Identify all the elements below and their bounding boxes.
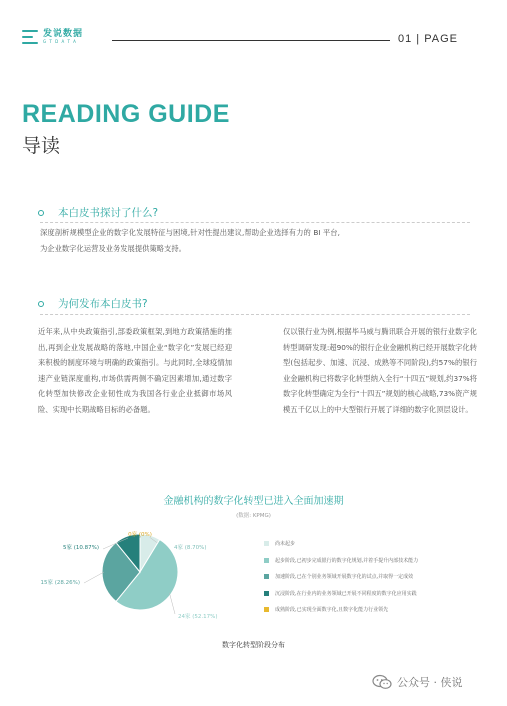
pie-slice-label: 15家 (28.26%) [40, 580, 80, 586]
page-title-cn: 导读 [22, 135, 61, 157]
pie-leader-line [169, 593, 175, 614]
legend-label: 成熟阶段,已实现全面数字化,且数字化能力行业领先 [275, 607, 389, 613]
legend-label: 起步阶段,已初步完成银行的数字化规划,并着手提升内部技术能力 [275, 557, 419, 564]
pie-slice-label: 5家 (10.87%) [62, 545, 99, 551]
legend-swatch [264, 607, 269, 612]
section-paragraph: 深度剖析规模型企业的数字化发展特征与困境,针对性提出建议,帮助企业选择有力的 BI 平台,为企业数字化运营及业务发展提供策略支持。 [40, 228, 340, 253]
legend-item [264, 590, 417, 597]
logo-subtitle: G T D A T A [43, 39, 77, 44]
legend-item [264, 557, 418, 564]
legend-label: 沉浸阶段,在行业内的业务领域已开展不同程度的数字化应用实践 [275, 590, 417, 597]
paragraph-left-column: 近年来,从中央政策指引,部委政策框架,到地方政策措施的推出,再到企业发展战略的落地,中国企业“数字化”发展已经迎来积极的制度环境与明确的政策指引。与此同时,全球疫情加速产业链深度重构,市场供需两侧不确定因素增加,通过数字化转型加快修改企业韧性成为我国各行业企业抵御市场风险、实现中长期战略目标的必备题。 [38, 327, 232, 414]
page-number: 01 | PAGE [398, 33, 458, 45]
legend-label: 尚未起步 [275, 541, 296, 547]
logo-name: 发说数据 [43, 29, 84, 39]
pie-slice-label: 24家 (52.17%) [178, 614, 218, 620]
chart-caption: 数字化转型阶段分布 [222, 641, 285, 649]
section-heading-text: 为何发布本白皮书? [58, 298, 148, 310]
section-heading-text: 本白皮书探讨了什么? [58, 207, 159, 219]
watermark-text: 公众号 · 侠说 [397, 676, 463, 689]
wechat-icon [372, 674, 392, 690]
pie-slice-label: 4家 (8.70%) [174, 545, 207, 551]
paragraph-right-column: 仅以银行业为例,根据毕马威与腾讯联合开展的银行业数字化转型调研发现:超90%的银行企业金融机构已经开展数字化转型(包括起步、加速、沉浸、成熟等不同阶段),约57%的银行业金融机构已将数字化转型纳入全行“十四五”规划,约37%将数字化转型确定为全行“十四五”规划的核心战略,73%资产规模五千亿以上的中大型银行开展了详细的数字化顶层设计。 [283, 327, 477, 414]
watermark [372, 674, 463, 690]
legend-swatch [264, 591, 269, 596]
legend-item [264, 606, 388, 613]
legend-item [264, 540, 295, 547]
legend-swatch [264, 541, 269, 546]
legend-label: 加速阶段,已在个别业务领域开展数字化的试点,并取得一定成效 [275, 574, 414, 580]
legend-swatch [264, 558, 269, 563]
pie-slice-label: 0家 (0%) [128, 532, 152, 538]
legend-swatch [264, 574, 269, 579]
legend-item [264, 573, 413, 580]
chart-source: (数据: KPMG) [236, 513, 271, 519]
pie-leader-line [84, 572, 104, 583]
chart-title: 金融机构的数字化转型已进入全面加速期 [163, 496, 344, 507]
page-title-en: READING GUIDE [22, 100, 230, 128]
